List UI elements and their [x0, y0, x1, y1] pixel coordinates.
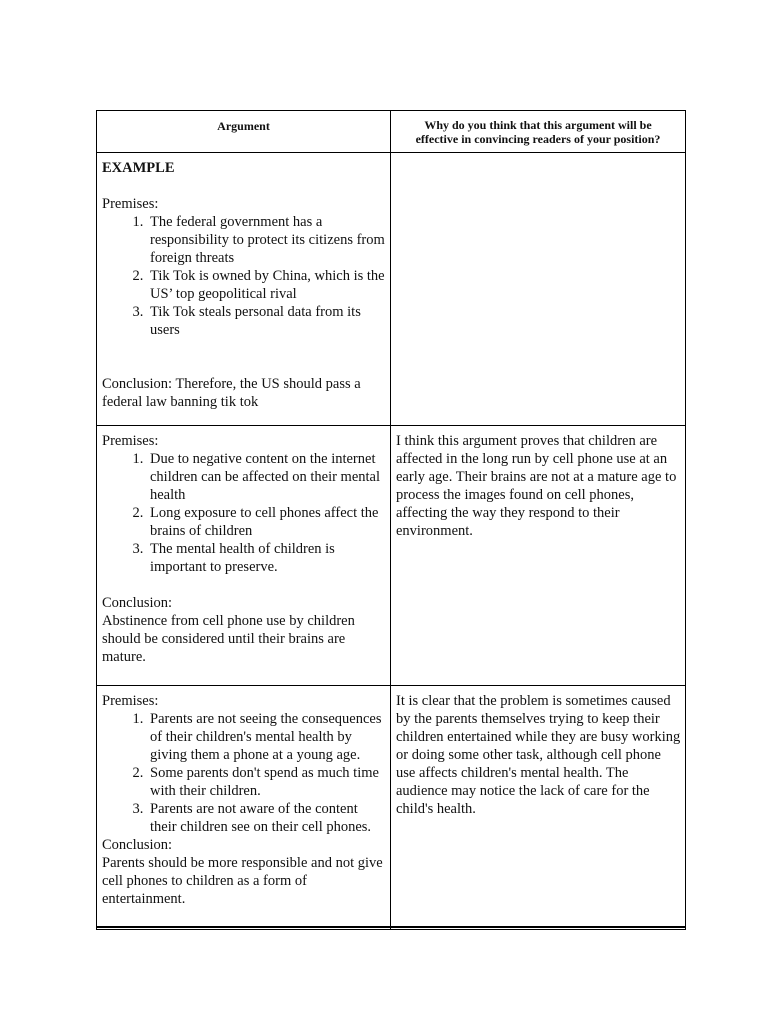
conclusion-text: Parents should be more responsible and not give cell phones to children as a form of entertainment.: [102, 855, 383, 907]
premises-label: Premises:: [102, 433, 159, 449]
argument-cell: [97, 426, 391, 686]
response-cell: [391, 153, 686, 426]
table-row-example: [97, 153, 686, 426]
argument-cell: [97, 686, 391, 930]
premise-item: 1. Parents are not seeing the consequences of their children's mental health by giving them a phone at a young age.: [147, 710, 386, 764]
response-text: It is clear that the problem is sometimes caused by the parents themselves trying to keep their children entertained while they are busy working or doing some other task, although cell phone use affects children's mental health. The audience may notice the lack of care for the child's health.: [396, 693, 681, 817]
premise-item: 2. Tik Tok is owned by China, which is the US’ top geopolitical rival: [147, 267, 386, 303]
table-row: [97, 426, 686, 686]
premises-list: [102, 710, 386, 836]
table-row: [97, 686, 686, 930]
response-cell: [391, 686, 686, 930]
premises-label: Premises:: [102, 196, 159, 212]
premises-label: Premises:: [102, 693, 159, 709]
example-title: EXAMPLE: [102, 160, 175, 176]
header-why-line-2: effective in convincing readers of your position?: [415, 132, 661, 146]
argument-cell: [97, 153, 391, 426]
table-bottom-border: [96, 926, 685, 928]
conclusion-label: Conclusion:: [102, 837, 173, 853]
argument-table: [96, 110, 686, 930]
premise-item: 2. Long exposure to cell phones affect the brains of children: [147, 504, 386, 540]
header-why-line-1: Why do you think that this argument will be: [424, 118, 652, 132]
conclusion-text: Conclusion: Therefore, the US should pass a federal law banning tik tok: [102, 376, 361, 410]
premise-item: 2. Some parents don't spend as much time with their children.: [147, 764, 386, 800]
response-text: I think this argument proves that children are affected in the long run by cell phone use at an early age. Their brains are not at a mature age to process the images found on cell phones, affecting the way they respond to their environment.: [396, 433, 677, 539]
table-header-row: [97, 111, 686, 153]
premise-item: 3. Parents are not aware of the content their children see on their cell phones.: [147, 800, 386, 836]
premise-item: 3. Tik Tok steals personal data from its users: [147, 303, 386, 339]
header-argument-label: Argument: [217, 119, 270, 133]
premises-list: [102, 213, 386, 339]
premise-item: 1. The federal government has a responsibility to protect its citizens from foreign threats: [147, 213, 386, 267]
conclusion-label: Conclusion:: [102, 595, 173, 611]
premise-item: 3. The mental health of children is important to preserve.: [147, 540, 386, 576]
response-text: [391, 153, 685, 163]
premise-item: 1. Due to negative content on the internet children can be affected on their mental health: [147, 450, 386, 504]
header-why: [391, 111, 686, 153]
conclusion-text: Abstinence from cell phone use by children should be considered until their brains are mature.: [102, 613, 355, 665]
header-argument: [97, 111, 391, 153]
response-cell: [391, 426, 686, 686]
premises-list: [102, 450, 386, 576]
